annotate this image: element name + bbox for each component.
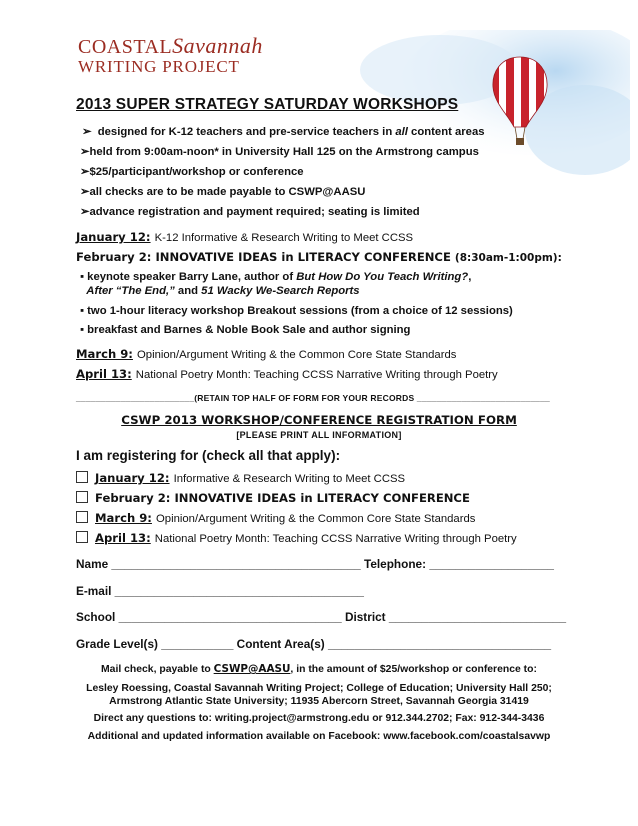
bullet-cost: ➢$25/participant/workshop or conference (80, 166, 304, 178)
logo-writing-project: WRITING PROJECT (78, 57, 240, 76)
registration-question: I am registering for (check all that apply): (76, 448, 341, 463)
checkbox-january[interactable] (76, 471, 88, 483)
option-march[interactable]: March 9: Opinion/Argument Writing & the Common Core State Standards (76, 511, 475, 525)
form-title: CSWP 2013 WORKSHOP/CONFERENCE REGISTRATION FORM (121, 413, 517, 427)
cswp-logo (78, 33, 263, 77)
hot-air-balloon-icon (490, 55, 550, 150)
schedule-february: February 2: INNOVATIVE IDEAS in LITERACY CONFERENCE (8:30am-1:00pm): (76, 250, 562, 264)
checkbox-april[interactable] (76, 531, 88, 543)
bullet-audience: ➢ designed for K-12 teachers and pre-service teachers in all content areas (82, 126, 485, 138)
bullet-checks: ➢all checks are to be made payable to CSWP@AASU (80, 186, 366, 198)
mailing-address-line2: Armstrong Atlantic State University; 11935 Abercorn Street, Savannah Georgia 31419 (109, 696, 529, 707)
page-title: 2013 SUPER STRATEGY SATURDAY WORKSHOPS (76, 96, 459, 113)
mail-instructions: Mail check, payable to CSWP@AASU, in the amount of $25/workshop or conference to: (101, 663, 537, 675)
feb-bullet-keynote: ▪ keynote speaker Barry Lane, author of But How Do You Teach Writing?, After “The End,” and 51 Wacky We-Search Reports (80, 271, 472, 297)
retain-separator: ________________________(RETAIN TOP HALF OF FORM FOR YOUR RECORDS ___________________________ (76, 393, 550, 403)
mailing-address-line1: Lesley Roessing, Coastal Savannah Writing Project; College of Education; University Hall 250; (86, 683, 552, 694)
schedule-march: March 9: Opinion/Argument Writing & the Common Core State Standards (76, 347, 457, 361)
logo-coastal: COASTAL (78, 36, 173, 58)
bullet-registration: ➢advance registration and payment required; seating is limited (80, 206, 420, 218)
contact-info: Direct any questions to: writing.project@armstrong.edu or 912.344.2702; Fax: 912-344-3436 (93, 713, 545, 724)
checkbox-february[interactable] (76, 491, 88, 503)
option-february[interactable]: February 2: INNOVATIVE IDEAS in LITERACY CONFERENCE (76, 491, 470, 505)
logo-savannah: Savannah (172, 33, 263, 58)
name-telephone-field[interactable]: Name ______________________________________ Telephone: ___________________ (76, 557, 554, 571)
grade-content-field[interactable]: Grade Level(s) ___________ Content Area(s) __________________________________ (76, 637, 552, 651)
schedule-january: January 12: K-12 Informative & Research Writing to Meet CCSS (76, 230, 414, 244)
feb-bullet-breakouts: ▪ two 1-hour literacy workshop Breakout sessions (from a choice of 12 sessions) (80, 305, 513, 317)
schedule-april: April 13: National Poetry Month: Teaching CCSS Narrative Writing through Poetry (76, 367, 498, 381)
bullet-time: ➢held from 9:00am-noon* in University Hall 125 on the Armstrong campus (80, 146, 479, 158)
checkbox-march[interactable] (76, 511, 88, 523)
option-april[interactable]: April 13: National Poetry Month: Teaching CCSS Narrative Writing through Poetry (76, 531, 517, 545)
facebook-info: Additional and updated information available on Facebook: www.facebook.com/coastalsavwp (87, 731, 551, 742)
school-district-field[interactable]: School __________________________________ District ___________________________ (76, 610, 567, 624)
option-january[interactable]: January 12: Informative & Research Writing to Meet CCSS (76, 471, 405, 485)
feb-bullet-breakfast: ▪ breakfast and Barnes & Noble Book Sale and author signing (80, 324, 411, 336)
print-note: [PLEASE PRINT ALL INFORMATION] (236, 430, 402, 440)
email-field[interactable]: E-mail ______________________________________ (76, 584, 364, 598)
